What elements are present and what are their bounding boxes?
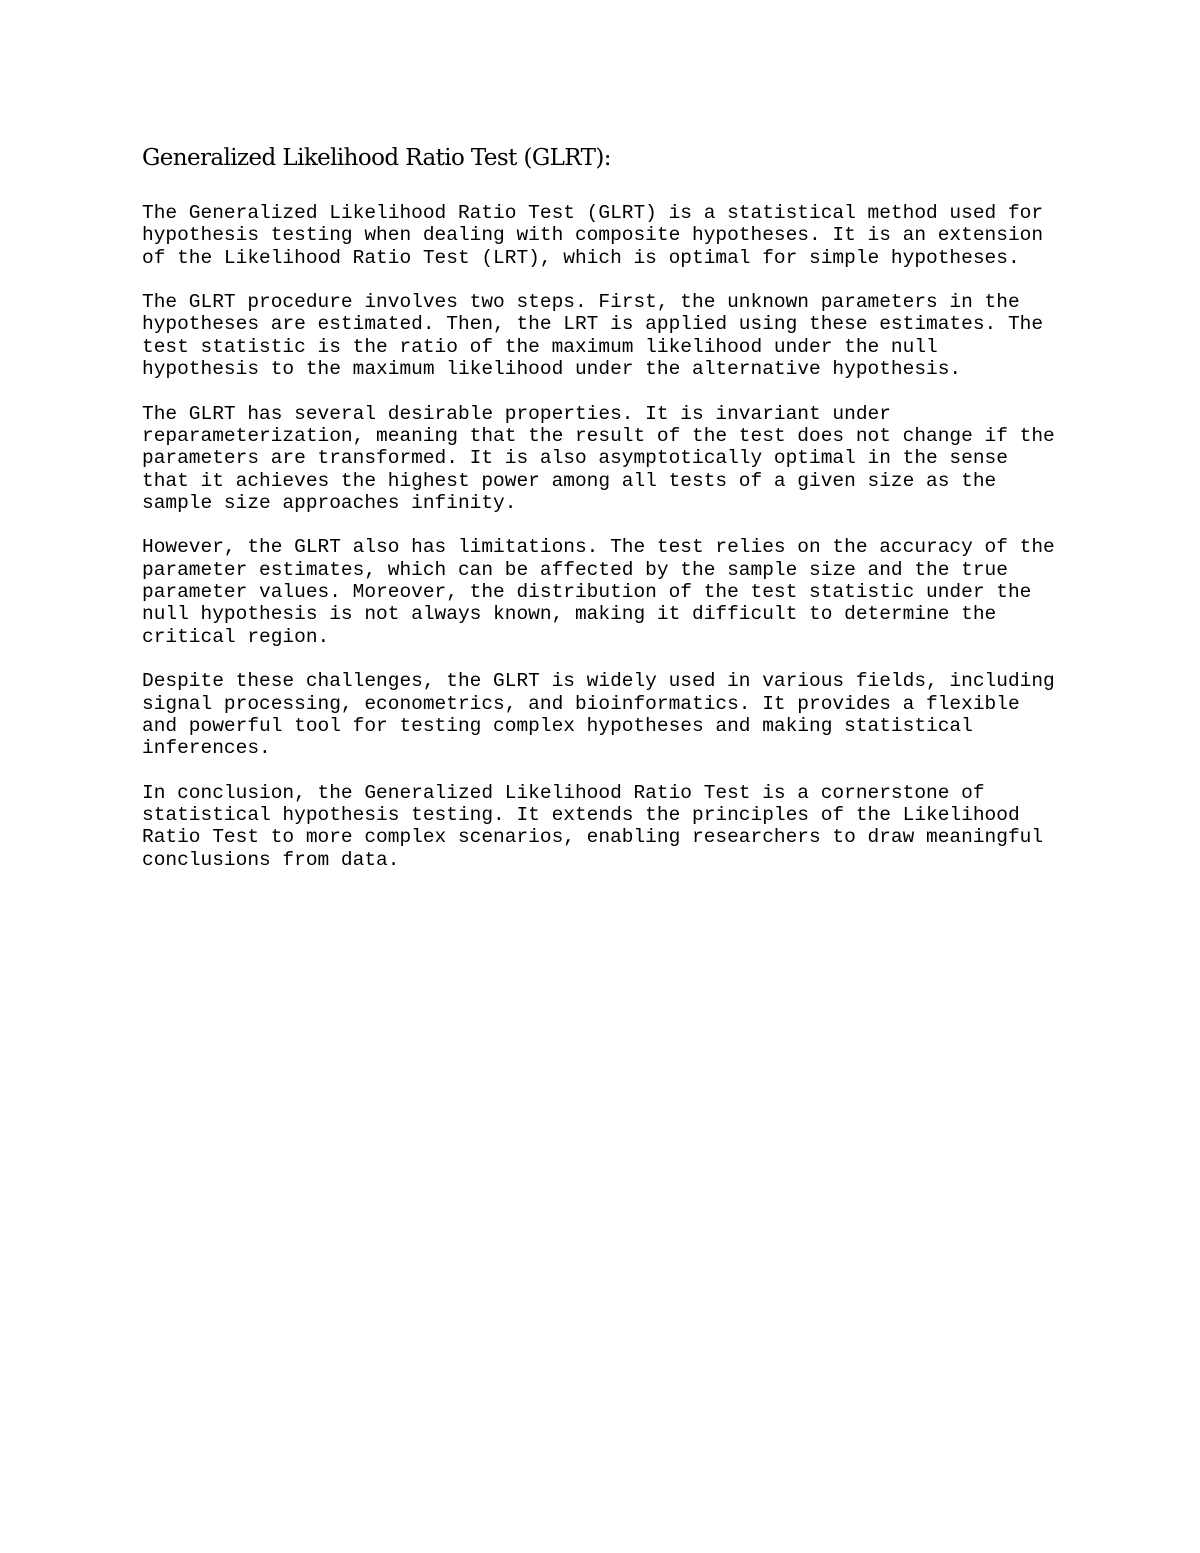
document-title: Generalized Likelihood Ratio Test (GLRT):: [142, 145, 611, 171]
document-content: [142, 140, 1102, 893]
paragraph-applications: Despite these challenges, the GLRT is widely used in various fields, including signal processing, econometrics, and bioinformatics. It provides a flexible and powerful tool for testing complex hypotheses and making statistical inferences.: [142, 670, 1055, 760]
paragraph-limitations: However, the GLRT also has limitations. The test relies on the accuracy of the parameter estimates, which can be affected by the sample size and the true parameter values. Moreover, the distribution of the test statistic under the null hypothesis is not always known, making it difficult to determine the critical region.: [142, 536, 1055, 648]
paragraph-procedure: The GLRT procedure involves two steps. First, the unknown parameters in the hypotheses are estimated. Then, the LRT is applied using these estimates. The test statistic is the ratio of the maximum likelihood under the null hypothesis to the maximum likelihood under the alternative hypothesis.: [142, 291, 1044, 381]
paragraph-properties: The GLRT has several desirable properties. It is invariant under reparameterization, meaning that the result of the test does not change if the parameters are transformed. It is also asymptotically optimal in the sense that it achieves the highest power among all tests of a given size as the sample size approaches infinity.: [142, 402, 1055, 514]
paragraph-intro: The Generalized Likelihood Ratio Test (GLRT) is a statistical method used for hypothesis testing when dealing with composite hypotheses. It is an extension of the Likelihood Ratio Test (LRT), which is optimal for simple hypotheses.: [142, 202, 1044, 269]
paragraph-conclusion: In conclusion, the Generalized Likelihood Ratio Test is a cornerstone of statistical hypothesis testing. It extends the principles of the Likelihood Ratio Test to more complex scenarios, enabling researchers to draw meaningful conclusions from data.: [142, 781, 1044, 871]
